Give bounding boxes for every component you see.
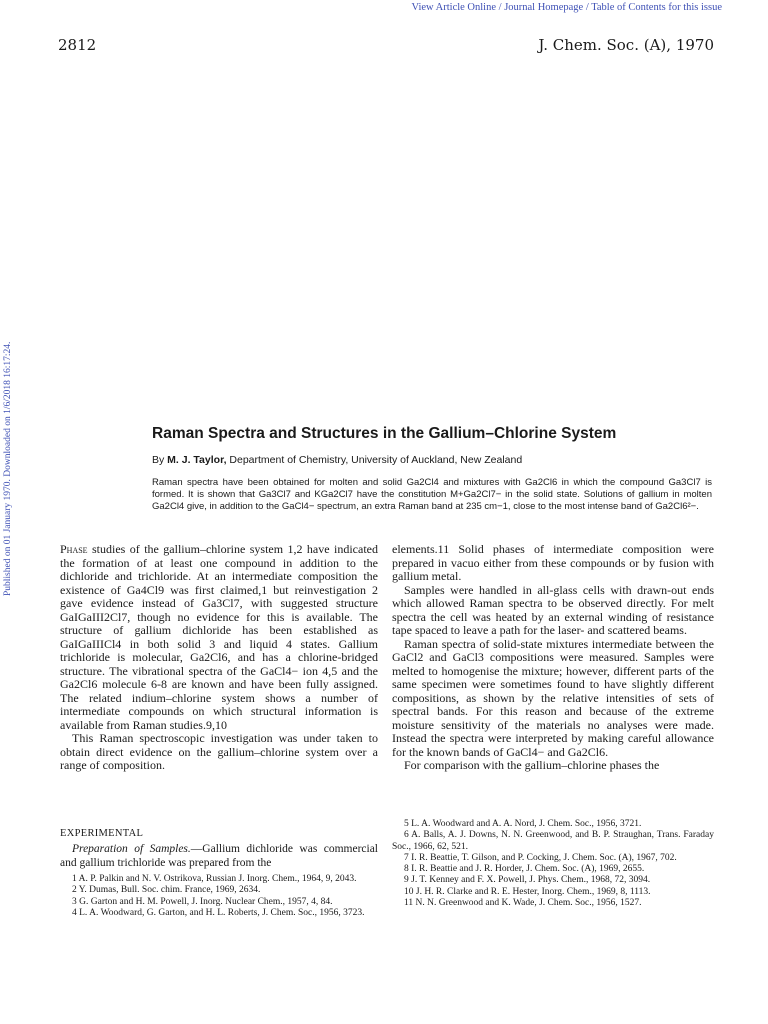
paragraph <box>60 843 378 870</box>
download-watermark: Published on 01 January 1970. Downloaded on 1/6/2018 16:17:24. <box>3 341 13 596</box>
reference-item: 9 J. T. Kenney and F. X. Powell, J. Phys. Chem., 1968, 72, 3094. <box>404 875 651 886</box>
page-number: 2812 <box>58 36 97 54</box>
references-left <box>60 874 378 919</box>
paragraph: Raman spectra of solid-state mixtures intermediate between the GaCl2 and GaCl3 compositions were measured. Samples were melted to homogenise the mixture; however, different parts of the same specimen were sometimes found to have slightly different compositions, as shown by the relative intensities of sets of spectral bands. For this reason and because of the extreme moisture sensitivity of the materials no analyses were made. Instead the spectra were interpreted by making careful allowance for the known bands of GaCl4− and Ga2Cl6. <box>392 636 714 759</box>
paragraph-text: —Gallium dichloride was commercial and gallium trichloride was prepared from the <box>60 843 378 869</box>
author-name: M. J. Taylor, <box>167 454 227 466</box>
reference-item: 5 L. A. Woodward and A. A. Nord, J. Chem. Soc., 1956, 3721. <box>404 819 642 829</box>
link-separator: / <box>496 2 505 13</box>
top-links <box>0 2 722 13</box>
paragraph: elements.11 Solid phases of intermediate composition were prepared in vacuo either from these compounds or by fusion with gallium metal. <box>392 542 714 583</box>
reference-item: 7 I. R. Beattie, T. Gilson, and P. Cocking, J. Chem. Soc. (A), 1967, 702. <box>404 852 677 863</box>
references-right <box>392 819 714 909</box>
reference-item: 6 A. Balls, A. J. Downs, N. N. Greenwood, and B. P. Straughan, Trans. Faraday Soc., 1966, 62, 521. <box>392 830 714 852</box>
reference-item: 2 Y. Dumas, Bull. Soc. chim. France, 1969, 2634. <box>72 885 261 896</box>
journal-citation: J. Chem. Soc. (A), 1970 <box>538 36 714 54</box>
view-article-online-link[interactable]: View Article Online <box>411 2 497 13</box>
paragraph: This Raman spectroscopic investigation was under taken to obtain direct evidence on the gallium–chlorine system over a range of composition. <box>60 731 378 772</box>
journal-homepage-link[interactable]: Journal Homepage <box>504 2 584 13</box>
byline-prefix: By <box>152 454 168 466</box>
link-separator: / <box>583 2 592 13</box>
reference-item: 11 N. N. Greenwood and K. Wade, J. Chem. Soc., 1956, 1527. <box>404 898 642 909</box>
table-of-contents-link[interactable]: Table of Contents for this issue <box>591 2 722 13</box>
subsection-heading: Preparation of Samples. <box>72 843 191 855</box>
body-column-left <box>60 543 378 773</box>
reference-item: 3 G. Garton and H. M. Powell, J. Inorg. Nuclear Chem., 1957, 4, 84. <box>72 896 333 907</box>
section-heading: EXPERIMENTAL <box>60 828 144 839</box>
body-column-right <box>392 543 714 773</box>
lead-word: Phase <box>60 542 88 556</box>
reference-item: 8 I. R. Beattie and J. R. Horder, J. Chem. Soc. (A), 1969, 2655. <box>404 864 645 875</box>
reference-item: 4 L. A. Woodward, G. Garton, and H. L. Roberts, J. Chem. Soc., 1956, 3723. <box>72 907 365 918</box>
reference-item: 1 A. P. Palkin and N. V. Ostrikova, Russian J. Inorg. Chem., 1964, 9, 2043. <box>72 874 357 884</box>
paragraph <box>60 543 378 732</box>
reference-item: 10 J. H. R. Clarke and R. E. Hester, Inorg. Chem., 1969, 8, 1113. <box>404 886 651 897</box>
author-affiliation: Department of Chemistry, University of Auckland, New Zealand <box>226 454 523 466</box>
article-title: Raman Spectra and Structures in the Gallium–Chlorine System <box>152 425 617 442</box>
paragraph-text: studies of the gallium–chlorine system 1,2 have indicated the formation of at least one compound in addition to the dichloride and trichloride. At an intermediate composition the existence of Ga4Cl9 was first claimed,1 but reinvestigation 2 gave evidence instead of Ga3Cl7, with suggested structure GaIGaIII2Cl7, though no evidence for this is available. The structure of gallium dichloride has been established as GaIGaIIICl4 in both solid 3 and liquid 4 states. Gallium trichloride is molecular, Ga2Cl6, and has a chlorine-bridged structure. The vibrational spectra of the GaCl4− ion 4,5 and the Ga2Cl6 molecule 6-8 are known and have been fully assigned. The related indium–chlorine system shows a number of intermediate compounds on which structural information is available from Raman studies.9,10 <box>60 542 378 732</box>
paragraph: Samples were handled in all-glass cells with drawn-out ends which allowed Raman spectra to be observed directly. For melt spectra the cell was heated by an external winding of resistance tape spaced to leave a path for the laser- and scattered beams. <box>392 582 714 637</box>
abstract: Raman spectra have been obtained for molten and solid Ga2Cl4 and mixtures with Ga2Cl6 in which the compound Ga3Cl7 is formed. It is shown that Ga3Cl7 and KGa2Cl7 have the constitution M+Ga2Cl7− in the solid state. Solutions of gallium in molten Ga2Cl4 give, in addition to the GaCl4− spectrum, an extra Raman band at 235 cm−1, close to the most intense band of Ga2Cl6²−. <box>152 477 712 512</box>
byline <box>152 454 712 466</box>
paragraph: For comparison with the gallium–chlorine phases the <box>404 758 660 772</box>
